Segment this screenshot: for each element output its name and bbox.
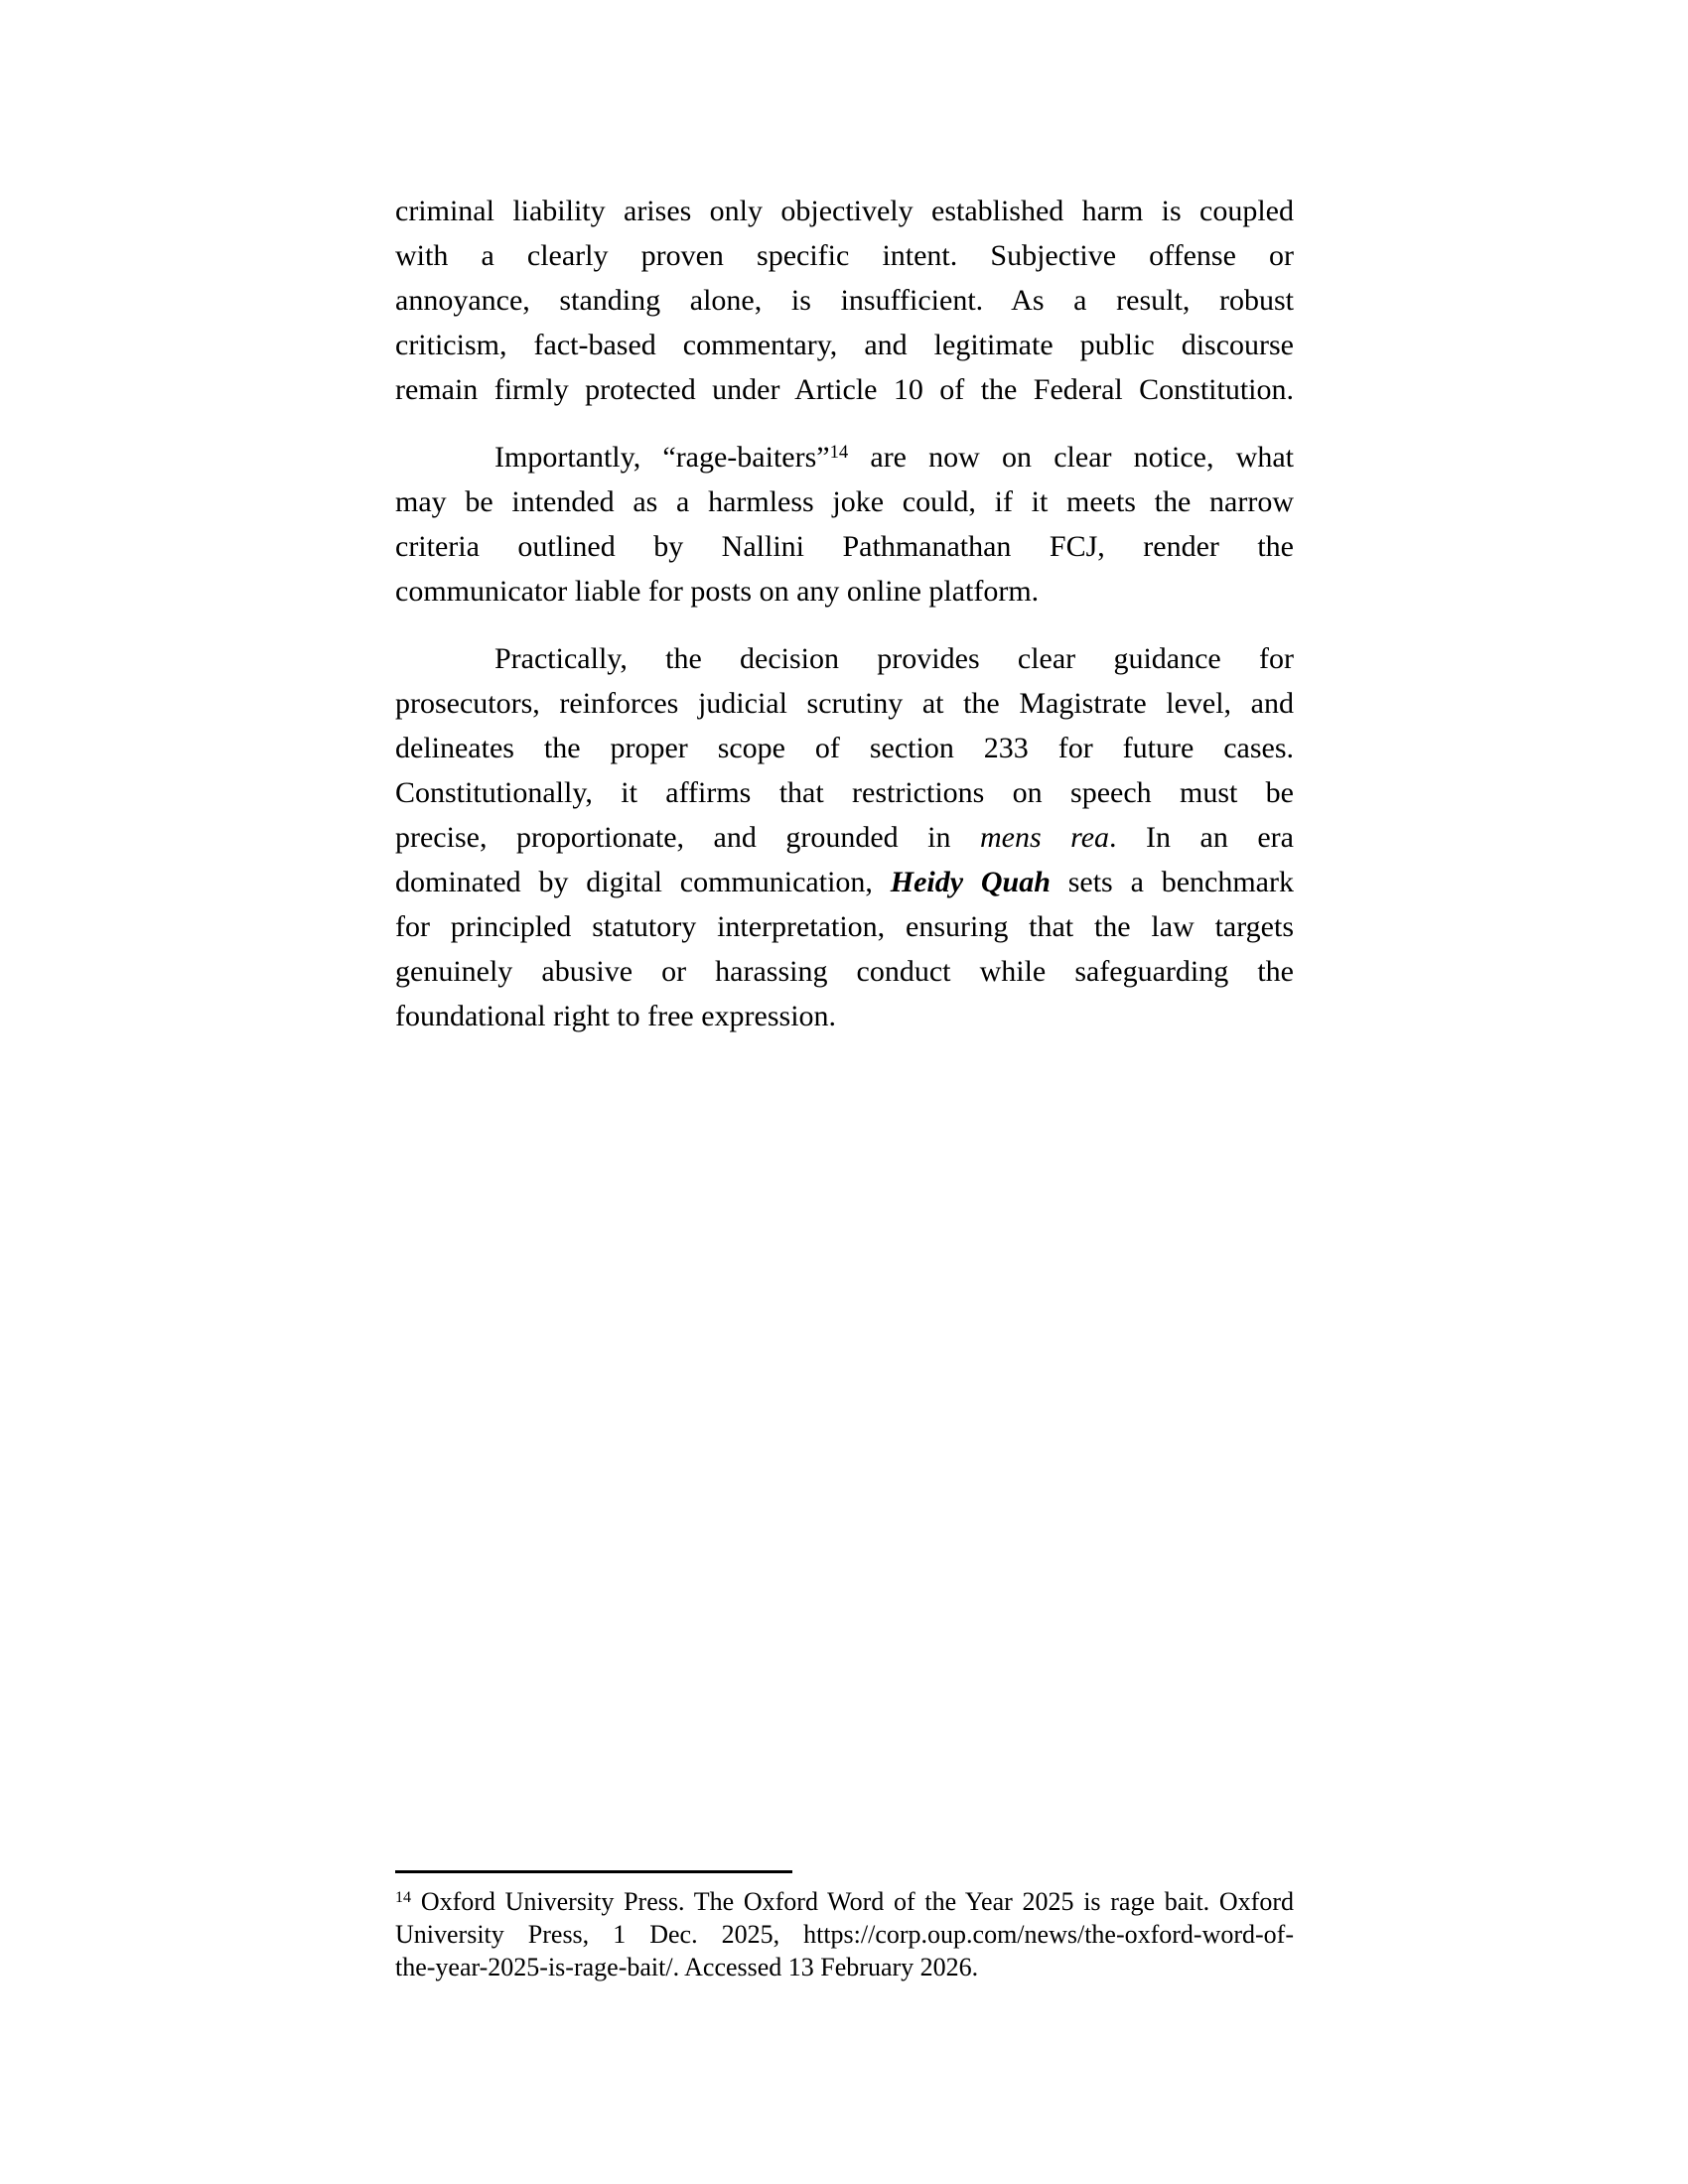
text-line: may be intended as a harmless joke could, if it meets the narrow xyxy=(395,485,1294,518)
footnote-separator xyxy=(395,1870,792,1873)
text-line: criticism, fact-based commentary, and legitimate public discourse xyxy=(395,329,1294,361)
text-line: genuinely abusive or harassing conduct while safeguarding the xyxy=(395,955,1294,988)
emphasized-text: Heidy Quah xyxy=(890,866,1051,898)
text-line: $^{14}$ Oxford University Press. The Oxford Word of the Year 2025 is rage bait. Oxford xyxy=(395,1887,1294,1916)
text-line: delineates the proper scope of section 233 for future cases. xyxy=(395,732,1294,764)
emphasized-text: mens rea xyxy=(980,821,1110,854)
text-line: University Press, 1 Dec. 2025, https://corp.oup.com/news/the-oxford-word-of- xyxy=(395,1920,1294,1949)
text-line: prosecutors, reinforces judicial scrutiny at the Magistrate level, and xyxy=(395,687,1294,720)
text-line: the-year-2025-is-rage-bait/. Accessed 13 February 2026. xyxy=(395,1953,979,1981)
paragraph xyxy=(395,189,1294,412)
paragraph xyxy=(395,435,1294,614)
text-line: Constitutionally, it affirms that restrictions on speech must be xyxy=(395,776,1294,809)
text-line: foundational right to free expression. xyxy=(395,1000,837,1032)
text-line: criminal liability arises only objectively established harm is coupled xyxy=(395,195,1294,227)
footnote-text xyxy=(395,1885,1294,1983)
footnote-reference: 14 xyxy=(395,1888,412,1906)
text-line: precise, proportionate, and grounded in mens rea. In an era xyxy=(395,821,1294,854)
paragraph xyxy=(395,636,1294,1038)
footnote-reference: 14 xyxy=(829,441,849,463)
document-body xyxy=(395,189,1294,1038)
text-line: for principled statutory interpretation, ensuring that the law targets xyxy=(395,910,1294,943)
text-line: criteria outlined by Nallini Pathmanathan FCJ, render the xyxy=(395,530,1294,563)
text-line: Practically, the decision provides clear guidance for xyxy=(494,642,1294,675)
text-line: with a clearly proven specific intent. Subjective offense or xyxy=(395,239,1294,272)
text-line: annoyance, standing alone, is insufficient. As a result, robust xyxy=(395,284,1294,317)
text-line: communicator liable for posts on any online platform. xyxy=(395,575,1040,608)
text-line: Importantly, “rage-baiters”$^{14}$ are now on clear notice, what xyxy=(494,441,1294,474)
text-line: dominated by digital communication, Heidy Quah sets a benchmark xyxy=(395,866,1294,898)
text-line: remain firmly protected under Article 10 of the Federal Constitution. xyxy=(395,373,1294,406)
footnote-section xyxy=(395,1870,1294,1983)
